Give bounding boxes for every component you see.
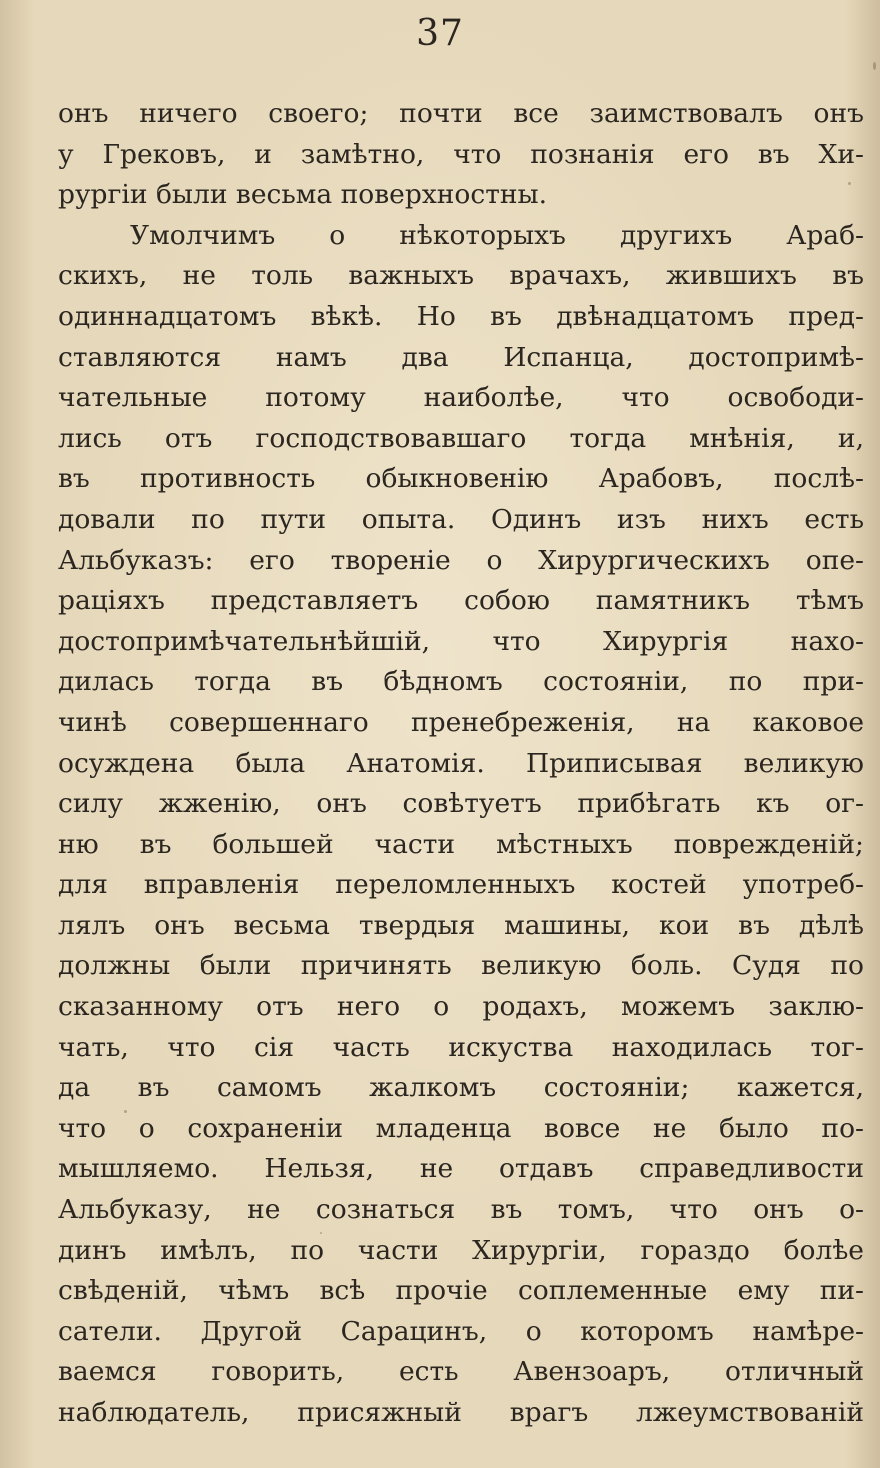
text-line: скихъ, не толь важныхъ врачахъ, жившихъ въ: [58, 260, 864, 292]
text-line: чательные потому наиболѣе, что освободи-: [58, 382, 864, 414]
text-line: сатели. Другой Сарацинъ, о которомъ намѣре-: [58, 1315, 864, 1347]
page-number: 37: [416, 13, 464, 54]
text-line: довали по пути опыта. Одинъ изъ нихъ есть: [58, 503, 864, 535]
text-line: рургіи были весьма поверхностны.: [58, 179, 548, 211]
text-line: да въ самомъ жалкомъ состояніи; кажется,: [58, 1072, 864, 1104]
text-line: наблюдатель, присяжный врагъ лжеумствованій: [58, 1397, 864, 1428]
ink-speck: [873, 62, 876, 70]
text-line: осуждена была Анатомія. Приписывая великую: [58, 747, 864, 779]
text-line: мышляемо. Нельзя, не отдавъ справедливости: [58, 1153, 864, 1185]
text-line: одиннадцатомъ вѣкѣ. Но въ двѣнадцатомъ пред-: [58, 300, 864, 332]
text-line: у Грековъ, и замѣтно, что познанія его въ Хи-: [58, 138, 864, 170]
text-line: силу жженію, онъ совѣтуетъ прибѣгать къ ог-: [58, 788, 864, 820]
text-line: ню въ большей части мѣстныхъ поврежденій;: [58, 828, 864, 860]
text-line: раціяхъ представляетъ собою памятникъ тѣмъ: [58, 585, 864, 617]
text-line: въ противность обыкновенію Арабовъ, послѣ-: [58, 463, 864, 495]
text-line: Альбуказъ: его твореніе о Хирургическихъ опе-: [58, 544, 864, 576]
text-line: динъ имѣлъ, по части Хирургіи, гораздо болѣе: [58, 1234, 864, 1266]
text-line: лялъ онъ весьма твердыя машины, кои въ дѣлѣ: [58, 909, 864, 941]
ink-speck: [124, 1110, 127, 1113]
text-line: что о сохраненіи младенца вовсе не было по-: [58, 1112, 864, 1144]
text-line: для вправленія переломленныхъ костей употреб-: [58, 869, 864, 901]
ink-speck: [848, 182, 851, 185]
text-line: сказанному отъ него о родахъ, можемъ заклю-: [58, 991, 864, 1023]
text-line: онъ ничего своего; почти все заимствовалъ онъ: [58, 98, 864, 129]
text-line: ставляются намъ два Испанца, достопримѣ-: [58, 341, 864, 373]
text-line: ваемся говорить, есть Авензоаръ, отличный: [58, 1356, 864, 1388]
text-line: достопримѣчательнѣйшій, что Хирургія нахо-: [58, 625, 864, 657]
text-line: Альбуказу, не сознаться въ томъ, что онъ о-: [58, 1194, 864, 1226]
text-line: должны были причинять великую боль. Судя по: [58, 950, 864, 982]
text-line: чинѣ совершеннаго пренебреженія, на каковое: [58, 706, 864, 738]
page-text: [58, 94, 864, 1434]
text-line: чать, что сія часть искуства находилась тог-: [58, 1031, 864, 1063]
text-line: дилась тогда въ бѣдномъ состояніи, по при-: [58, 666, 864, 698]
text-line: свѣденій, чѣмъ всѣ прочіе соплеменные ему пи-: [58, 1275, 864, 1307]
text-line: лись отъ господствовавшаго тогда мнѣнія, и,: [58, 422, 864, 454]
text-line: Умолчимъ о нѣкоторыхъ другихъ Араб-: [130, 219, 864, 251]
ink-speck: [320, 1232, 322, 1234]
